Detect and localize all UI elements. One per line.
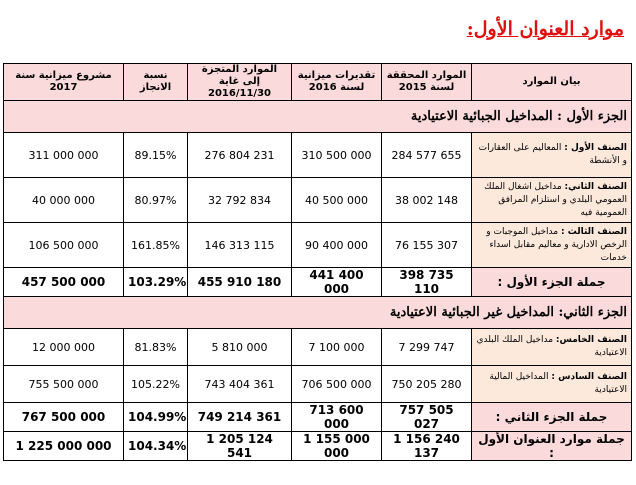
table-row: [4, 366, 632, 403]
header-2015: الموارد المحققة لسنة 2015: [382, 64, 472, 101]
table-row: [4, 329, 632, 366]
cell-2016-realized: 276 804 231: [188, 133, 292, 178]
cell-2017: 40 000 000: [4, 178, 124, 223]
total-rate: 103.29%: [124, 268, 188, 297]
row-tag: الصنف الأول :: [564, 143, 627, 153]
header-rate: نسبة الانجاز: [124, 64, 188, 101]
grand-rate: 104.34%: [124, 432, 188, 461]
part1-title: الجزء الأول : المداخيل الجبائية الاعتيادية: [4, 101, 632, 133]
row-text: المداخيل المالية الاعتيادية: [489, 372, 627, 395]
total-2016-realized: 455 910 180: [188, 268, 292, 297]
cell-rate: 89.15%: [124, 133, 188, 178]
cell-rate: 80.97%: [124, 178, 188, 223]
total-2016-realized: 749 214 361: [188, 403, 292, 432]
cell-2016-realized: 5 810 000: [188, 329, 292, 366]
page-title: موارد العنوان الأول:: [466, 18, 624, 40]
total-2015: 398 735 110: [382, 268, 472, 297]
header-row: [4, 64, 632, 101]
row-tag: الصنف الخامس:: [555, 335, 627, 345]
cell-rate: 161.85%: [124, 223, 188, 268]
header-2017: مشروع ميزانية سنة 2017: [4, 64, 124, 101]
row-label: [472, 133, 632, 178]
row-text: مداخيل الموجبات و الرخص الادارية و معاليم مقابل اسداء خدمات: [486, 226, 627, 263]
row-text: مداخيل اشغال الملك العمومي البلدي و استلزام المرافق العمومية فيه: [484, 181, 627, 218]
grand-2016-realized: 1 205 124 541: [188, 432, 292, 461]
total-2017: 767 500 000: [4, 403, 124, 432]
total-2015: 757 505 027: [382, 403, 472, 432]
total-2016: 713 600 000: [292, 403, 382, 432]
row-text: مداخيل الملك البلدي الاعتيادية: [476, 335, 627, 358]
part2-title: الجزء الثاني: المداخيل غير الجبائية الاعتيادية: [4, 297, 632, 329]
cell-2017: 12 000 000: [4, 329, 124, 366]
table-row: [4, 223, 632, 268]
cell-2015: 284 577 655: [382, 133, 472, 178]
part2-total-row: [4, 403, 632, 432]
row-tag: الصنف الثالث :: [560, 226, 627, 237]
grand-total-label: جملة موارد العنوان الأول :: [472, 432, 632, 461]
total-2017: 457 500 000: [4, 268, 124, 297]
cell-rate: 105.22%: [124, 366, 188, 403]
part1-total-label: جملة الجزء الأول :: [472, 268, 632, 297]
cell-2015: 38 002 148: [382, 178, 472, 223]
part2-total-label: جملة الجزء الثاني :: [472, 403, 632, 432]
row-tag: الصنف السادس :: [551, 372, 627, 382]
row-label: [472, 178, 632, 223]
row-label: [472, 366, 632, 403]
header-2016-realized: الموارد المتجزة إلى غاية 2016/11/30: [188, 64, 292, 101]
cell-2016: 7 100 000: [292, 329, 382, 366]
grand-2015: 1 156 240 137: [382, 432, 472, 461]
table-row: [4, 178, 632, 223]
header-2016: تقديرات ميزانية لسنة 2016: [292, 64, 382, 101]
row-label: [472, 223, 632, 268]
cell-rate: 81.83%: [124, 329, 188, 366]
grand-total-row: [4, 432, 632, 461]
row-text: المعاليم على العقارات و الأنشطة: [478, 143, 627, 166]
grand-2016: 1 155 000 000: [292, 432, 382, 461]
grand-2017: 1 225 000 000: [4, 432, 124, 461]
cell-2016-realized: 32 792 834: [188, 178, 292, 223]
row-label: [472, 329, 632, 366]
row-tag: الصنف الثاني:: [564, 181, 627, 192]
header-label: بيان الموارد: [472, 64, 632, 101]
cell-2016: 90 400 000: [292, 223, 382, 268]
cell-2015: 76 155 307: [382, 223, 472, 268]
total-2016: 441 400 000: [292, 268, 382, 297]
cell-2016-realized: 146 313 115: [188, 223, 292, 268]
resources-table: [3, 63, 632, 461]
cell-2016-realized: 743 404 361: [188, 366, 292, 403]
cell-2016: 706 500 000: [292, 366, 382, 403]
cell-2017: 106 500 000: [4, 223, 124, 268]
cell-2017: 311 000 000: [4, 133, 124, 178]
cell-2016: 310 500 000: [292, 133, 382, 178]
cell-2016: 40 500 000: [292, 178, 382, 223]
table-row: [4, 133, 632, 178]
part1-total-row: [4, 268, 632, 297]
total-rate: 104.99%: [124, 403, 188, 432]
cell-2015: 7 299 747: [382, 329, 472, 366]
cell-2015: 750 205 280: [382, 366, 472, 403]
cell-2017: 755 500 000: [4, 366, 124, 403]
